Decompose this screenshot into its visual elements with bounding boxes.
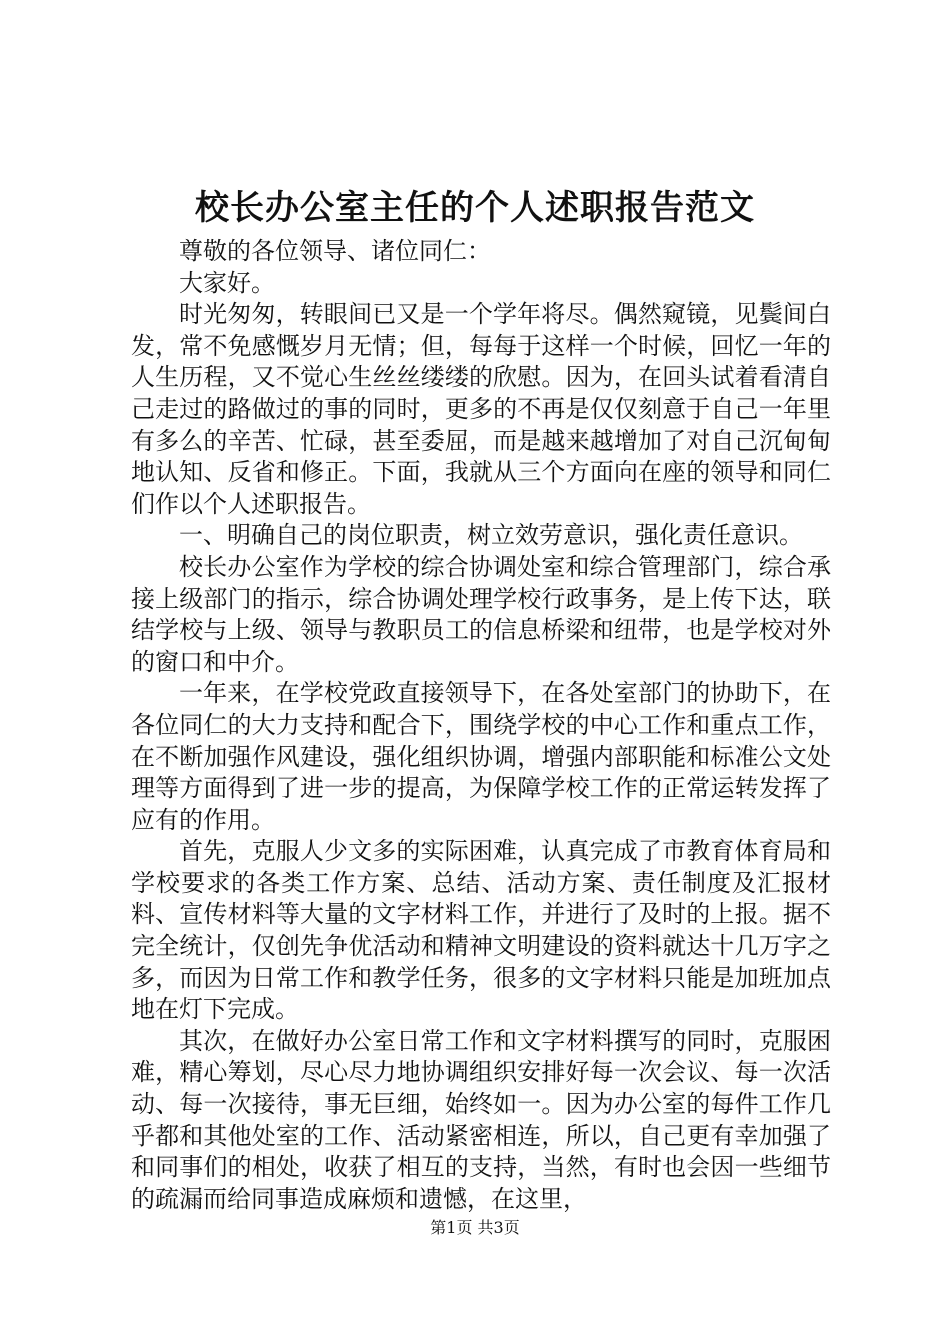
paragraph: 校长办公室作为学校的综合协调处室和综合管理部门，综合承接上级部门的指示，综合协调处理学校行政事务，是上传下达，联结学校与上级、领导与教职员工的信息桥梁和纽带，也是学校对外的窗口和中介。 — [131, 552, 831, 676]
page-number-footer: 第1页 共3页 — [430, 1218, 520, 1237]
document-body — [131, 236, 831, 1215]
paragraph: 首先，克服人少文多的实际困难，认真完成了市教育体育局和学校要求的各类工作方案、总结、活动方案、责任制度及汇报材料、宣传材料等大量的文字材料工作，并进行了及时的上报。据不完全统计，仅创先争优活动和精神文明建设的资料就达十几万字之多，而因为日常工作和教学任务，很多的文字材料只能是加班加点地在灯下完成。 — [131, 837, 831, 1024]
document-title: 校长办公室主任的个人述职报告范文 — [195, 188, 755, 228]
greeting: 大家好。 — [179, 268, 275, 297]
paragraph: 时光匆匆，转眼间已又是一个学年将尽。偶然窥镜，见鬓间白发，常不免感慨岁月无情；但，每每于这样一个时候，回忆一年的人生历程，又不觉心生丝丝缕缕的欣慰。因为，在回头试着看清自己走过的路做过的事的同时，更多的不再是仅仅刻意于自己一年里有多么的辛苦、忙碌，甚至委屈，而是越来越增加了对自己沉甸甸地认知、反省和修正。下面，我就从三个方面向在座的领导和同仁们作以个人述职报告。 — [131, 300, 831, 518]
paragraph: 一年来，在学校党政直接领导下，在各处室部门的协助下，在各位同仁的大力支持和配合下，围绕学校的中心工作和重点工作，在不断加强作风建设，强化组织协调，增强内部职能和标准公文处理等方面得到了进一步的提高，为保障学校工作的正常运转发挥了应有的作用。 — [131, 679, 831, 834]
salutation: 尊敬的各位领导、诸位同仁： — [179, 237, 491, 265]
section-heading: 一、明确自己的岗位职责，树立效劳意识，强化责任意识。 — [179, 521, 803, 550]
paragraph: 其次，在做好办公室日常工作和文字材料撰写的同时，克服困难，精心筹划，尽心尽力地协调组织安排好每一次会议、每一次活动、每一次接待，事无巨细，始终如一。因为办公室的每件工作几乎都和其他处室的工作、活动紧密相连，所以，自己更有幸加强了和同事们的相处，收获了相互的支持，当然，有时也会因一些细节的疏漏而给同事造成麻烦和遗憾，在这里， — [131, 1026, 831, 1213]
